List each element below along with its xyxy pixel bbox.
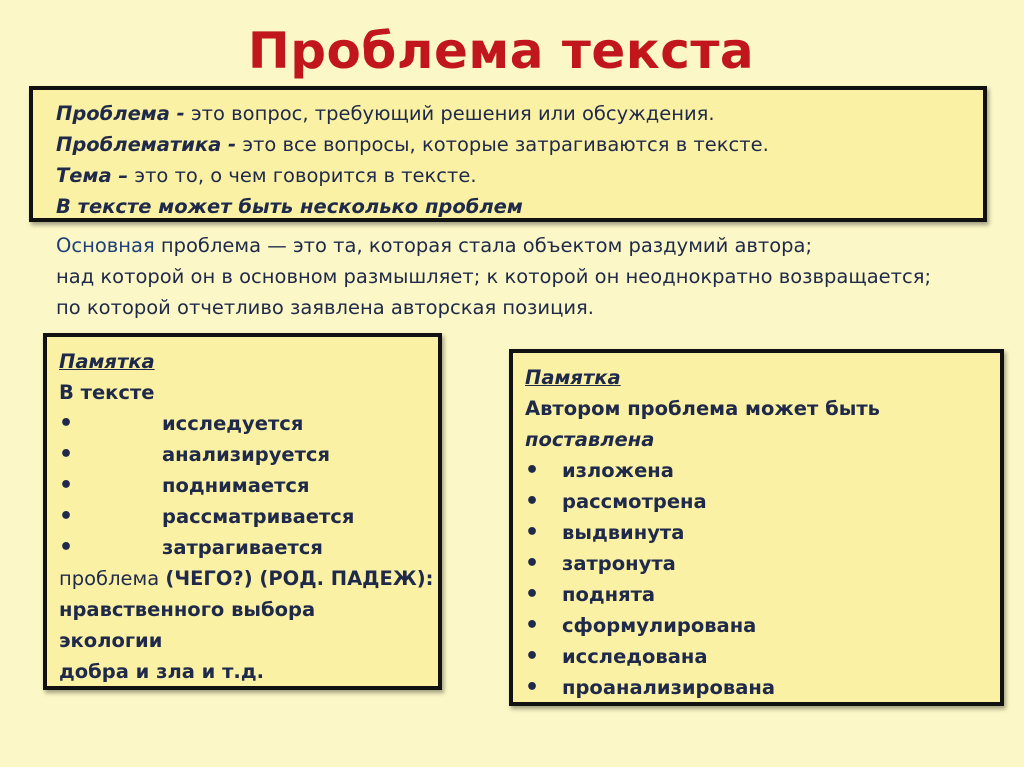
memo-right-box	[509, 349, 1004, 706]
memo-right-line-2: поставлена	[525, 428, 655, 451]
bullet-icon: •	[525, 520, 540, 545]
example-item: экологии	[59, 629, 163, 652]
memo-right-line-1: Автором проблема может быть	[525, 397, 880, 420]
list-item	[59, 470, 438, 501]
bullet-icon: •	[59, 411, 74, 436]
page-title: Проблема текста	[247, 22, 755, 80]
list-item	[59, 408, 438, 439]
main-problem-line-1	[56, 230, 996, 261]
list-item	[525, 610, 1000, 641]
list-item	[525, 641, 1000, 672]
list-item-text: исследуется	[162, 412, 304, 435]
memo-right-heading: Памятка	[525, 366, 621, 389]
case-question: (ЧЕГО?) (РОД. ПАДЕЖ):	[165, 567, 434, 590]
bullet-icon: •	[525, 675, 540, 700]
list-item-text: проанализирована	[562, 676, 776, 699]
bullet-icon: •	[59, 442, 74, 467]
memo-left-intro: В тексте	[59, 381, 155, 404]
list-item-text: поднимается	[162, 474, 310, 497]
memo-left-question-line	[59, 563, 438, 594]
term-topic: Тема –	[56, 164, 129, 187]
problem-word: проблема	[59, 567, 160, 590]
term-problem: Проблема -	[56, 102, 185, 125]
definition-topic	[56, 160, 983, 191]
main-problem-line-1-rest: проблема — это та, которая стала объектом раздумий автора;	[160, 234, 813, 257]
main-problem-line-3: по которой отчетливо заявлена авторская позиция.	[56, 296, 594, 319]
list-item	[59, 501, 438, 532]
memo-left-heading: Памятка	[59, 350, 155, 373]
list-item-text: изложена	[562, 459, 674, 482]
list-item	[525, 455, 1000, 486]
bullet-icon: •	[525, 458, 540, 483]
bullet-icon: •	[525, 582, 540, 607]
main-problem-line-2: над которой он в основном размышляет; к которой он неоднократно возвращается;	[56, 265, 932, 288]
definition-problem-text: это вопрос, требующий решения или обсуждения.	[190, 102, 715, 125]
list-item	[525, 548, 1000, 579]
list-item	[59, 532, 438, 563]
list-item	[525, 672, 1000, 703]
list-item-text: исследована	[562, 645, 708, 668]
bullet-icon: •	[525, 644, 540, 669]
list-item-text: анализируется	[162, 443, 331, 466]
list-item-text: рассматривается	[162, 505, 355, 528]
main-problem-paragraph	[56, 230, 996, 323]
bullet-icon: •	[59, 535, 74, 560]
bullet-icon: •	[59, 504, 74, 529]
list-item-text: рассмотрена	[562, 490, 707, 513]
bullet-icon: •	[525, 613, 540, 638]
bullet-icon: •	[525, 551, 540, 576]
list-item	[59, 439, 438, 470]
definition-problem	[56, 98, 983, 129]
list-item-text: выдвинута	[562, 521, 685, 544]
definitions-box	[29, 86, 987, 222]
list-item-text: поднята	[562, 583, 656, 606]
list-item	[525, 579, 1000, 610]
list-item	[525, 517, 1000, 548]
example-item: нравственного выбора	[59, 598, 316, 621]
list-item	[525, 486, 1000, 517]
main-problem-lead: Основная	[56, 234, 155, 257]
bullet-icon: •	[525, 489, 540, 514]
definition-problematics	[56, 129, 983, 160]
example-item: добра и зла и т.д.	[59, 660, 264, 683]
definition-note: В тексте может быть несколько проблем	[56, 195, 523, 218]
bullet-icon: •	[59, 473, 74, 498]
term-problematics: Проблематика -	[56, 133, 237, 156]
memo-left-box	[43, 333, 442, 690]
list-item-text: сформулирована	[562, 614, 757, 637]
list-item-text: затронута	[562, 552, 676, 575]
definition-topic-text: это то, о чем говорится в тексте.	[134, 164, 477, 187]
list-item-text: затрагивается	[162, 536, 323, 559]
definition-problematics-text: это все вопросы, которые затрагиваются в тексте.	[242, 133, 769, 156]
